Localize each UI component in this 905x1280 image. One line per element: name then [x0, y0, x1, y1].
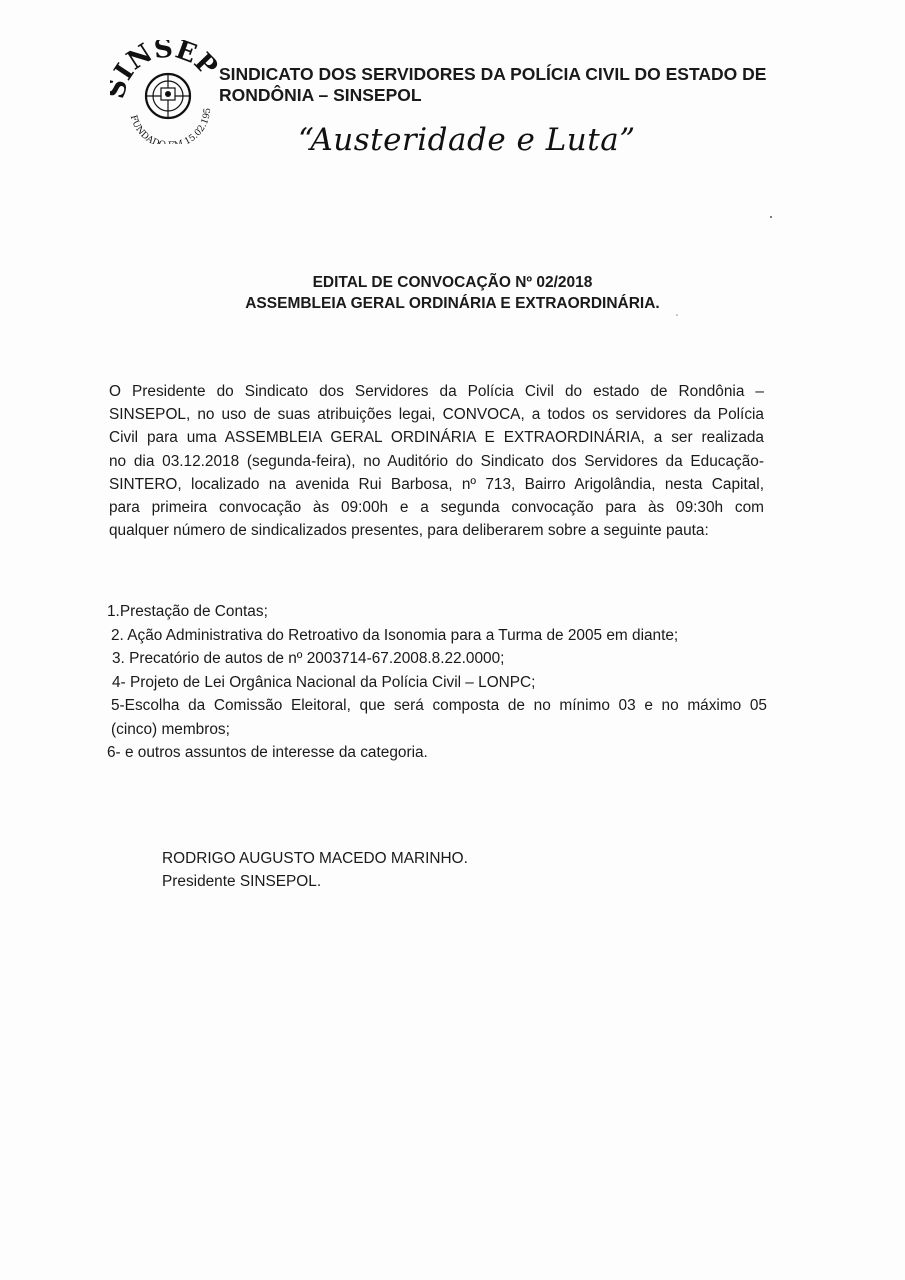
document-title [0, 272, 905, 314]
document-title-line1: EDITAL DE CONVOCAÇÃO Nº 02/2018 [312, 274, 593, 291]
organization-name-line2: RONDÔNIA – SINSEPOL [219, 85, 422, 105]
organization-name [219, 64, 819, 106]
agenda-list [107, 600, 767, 765]
document-title-line2: ASSEMBLEIA GERAL ORDINÁRIA E EXTRAORDINÁRIA. [245, 295, 660, 312]
scan-speck [770, 216, 772, 218]
signatory-name: RODRIGO AUGUSTO MACEDO MARINHO. [162, 850, 468, 867]
paragraph-line: SINTERO, localizado na avenida Rui Barbosa, nº 713, Bairro Arigolândia, nesta Capital, [109, 475, 764, 493]
convocation-paragraph [109, 380, 764, 542]
paragraph-line: Civil para uma ASSEMBLEIA GERAL ORDINÁRIA E EXTRAORDINÁRIA, a ser realizada [109, 429, 764, 447]
svg-text:FUNDADO EM 15.02.1959: FUNDAD 15.02.195 [127, 107, 214, 144]
svg-text:SINSEPOL: INSEP [110, 40, 222, 86]
agenda-item-5-line1: 5-Escolha da Comissão Eleitoral, que será composta de no mínimo 03 e no máximo 05 [111, 697, 767, 714]
paragraph-line: SINSEPOL, no uso de suas atribuições legai, CONVOCA, a todos os servidores da Polícia [109, 406, 764, 424]
organization-name-line1: SINDICATO DOS SERVIDORES DA POLÍCIA CIVIL DO ESTADO DE [219, 64, 767, 84]
scan-speck [676, 314, 678, 316]
paragraph-line: para primeira convocação às 09:00h e a segunda convocação para às 09:30h com [109, 499, 764, 517]
agenda-item-4: 4- Projeto de Lei Orgânica Nacional da Polícia Civil – LONPC; [112, 673, 536, 691]
motto: “Austeridade e Luta” [298, 122, 636, 158]
agenda-item-5-line2: (cinco) membros; [111, 720, 230, 738]
agenda-item-3: 3. Precatório de autos de nº 2003714-67.2008.8.22.0000; [112, 650, 505, 667]
agenda-item-5 [107, 694, 767, 741]
paragraph-line: O Presidente do Sindicato dos Servidores da Polícia Civil do estado de Rondônia – [109, 383, 764, 400]
signatory-role: Presidente SINSEPOL. [162, 873, 322, 890]
paragraph-line: qualquer número de sindicalizados presentes, para deliberarem sobre a seguinte pauta: [109, 522, 709, 540]
agenda-item-2: 2. Ação Administrativa do Retroativo da Isonomia para a Turma de 2005 em diante; [111, 626, 679, 644]
signature-block [162, 847, 468, 893]
sinsepol-seal-logo [110, 40, 222, 144]
agenda-item-1: 1.Prestação de Contas; [107, 603, 268, 620]
agenda-item-6: 6- e outros assuntos de interesse da categoria. [107, 744, 428, 761]
paragraph-line: no dia 03.12.2018 (segunda-feira), no Auditório do Sindicato dos Servidores da Educação- [109, 452, 764, 470]
